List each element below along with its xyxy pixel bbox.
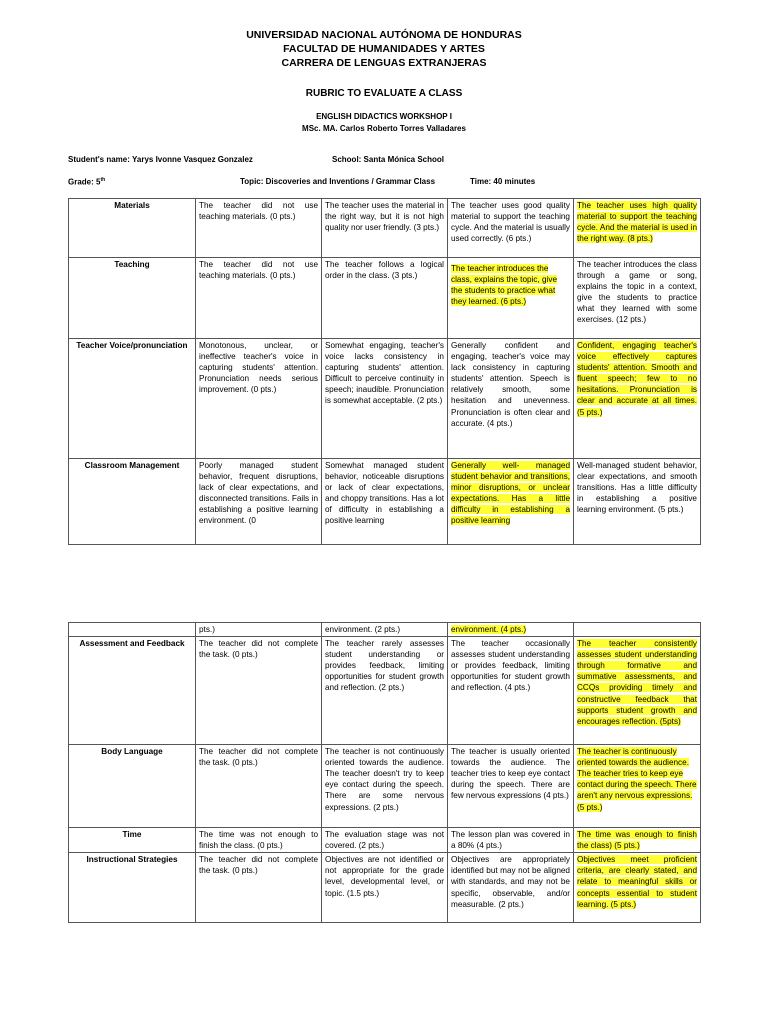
grade-label (68, 177, 105, 187)
level-cell: Somewhat managed student behavior, noticeable disruptions or lack of clear expectations, and choppy transitions. Has a lot of difficulty in establishing a positive learning (322, 459, 448, 545)
table-row (69, 258, 701, 339)
level-cell: environment. (2 pts.) (322, 623, 448, 637)
level-cell: The teacher introduces the class through a game or song, explains the topic in a context, give the students to practice what they learned with some exercises. (12 pts.) (574, 258, 701, 339)
table-row (69, 339, 701, 459)
level-cell: The teacher did not complete the task. (0 pts.) (196, 745, 322, 828)
level-cell: The teacher did not complete the task. (0 pts.) (196, 853, 322, 923)
criterion-cell: Classroom Management (69, 459, 196, 545)
level-cell: The teacher did not use teaching materials. (0 pts.) (196, 258, 322, 339)
level-cell: The teacher is not continuously oriented towards the audience. The teacher doesn't try to keep eye contact during the speech. There are some nervous expressions. (2 pts.) (322, 745, 448, 828)
table-row (69, 637, 701, 745)
rubric-table-page2 (68, 622, 701, 923)
faculty-name: FACULTAD DE HUMANIDADES Y ARTES (283, 43, 485, 55)
level-cell: Objectives are appropriately identified but may not be aligned with standards, and may not be specific, observable, and/or measurable. (2 pts.) (448, 853, 574, 923)
topic-label: Topic: Discoveries and Inventions / Grammar Class (240, 177, 436, 186)
level-cell: The teacher did not use teaching materials. (0 pts.) (196, 199, 322, 258)
career-name: CARRERA DE LENGUAS EXTRANJERAS (281, 57, 487, 69)
table-row (69, 459, 701, 545)
rubric-table-page1 (68, 198, 701, 545)
student-name: Student's name: Yarys Ivonne Vasquez Gonzalez (68, 155, 253, 164)
time-label: Time: 40 minutes (470, 177, 536, 186)
highlighted-text: Generally well- managed student behavior and transitions, minor disruptions, or unclear expectations. Has a little difficulty in establishing a positive learning (451, 461, 570, 526)
level-cell: The lesson plan was covered in a 80% (4 pts.) (448, 828, 574, 853)
level-cell: Poorly managed student behavior, frequent disruptions, lack of clear expectations, and disconnected transitions. Fails in establishing a positive learning environment. (0 (196, 459, 322, 545)
level-cell: Objectives are not identified or not appropriate for the grade level, developmental level, or topic. (1.5 pts.) (322, 853, 448, 923)
table-row (69, 853, 701, 923)
level-cell: The teacher uses the material in the right way, but it is not high quality nor user friendly. (3 pts.) (322, 199, 448, 258)
level-cell: The evaluation stage was not covered. (2 pts.) (322, 828, 448, 853)
highlighted-text: The teacher uses high quality material to support the teaching cycle. And the material is used in the right way. (8 pts.) (577, 201, 697, 244)
level-cell-selected (574, 853, 701, 923)
highlighted-text: The teacher introduces the class, explains the topic, give the students to practice what they learned. (6 pts.) (451, 264, 558, 307)
highlighted-text: Objectives meet proficient criteria, are clearly stated, and relate to meaningful skills or concepts essential to student learning. (5 pts.) (577, 855, 697, 909)
level-cell-selected (574, 637, 701, 745)
level-cell: Monotonous, unclear, or ineffective teacher's voice in capturing students' attention. Pronunciation needs serious improvement. (0 pts.) (196, 339, 322, 459)
school-name: School: Santa Mónica School (332, 155, 445, 164)
level-cell-selected (448, 459, 574, 545)
criterion-cell (69, 623, 196, 637)
level-cell: Generally confident and engaging, teacher's voice may lack consistency in capturing students' attention. Speech is relatively smooth, some hesitation and unevenness. Pronunciation is often clear and accurate. (4 pts.) (448, 339, 574, 459)
level-cell-selected (574, 828, 701, 853)
criterion-cell: Teacher Voice/pronunciation (69, 339, 196, 459)
highlighted-text: Confident, engaging teacher's voice effectively captures students' attention. Smooth and fluent speech; few to no hesitations. Pronunciation is clear and accurate at all times. (5 pts.) (577, 341, 697, 417)
university-name: UNIVERSIDAD NACIONAL AUTÓNOMA DE HONDURAS (246, 29, 522, 41)
level-cell: pts.) (196, 623, 322, 637)
criterion-cell: Instructional Strategies (69, 853, 196, 923)
level-cell: The teacher did not complete the task. (0 pts.) (196, 637, 322, 745)
grade-value: Grade: 5 (68, 177, 101, 187)
level-cell: The teacher uses good quality material to support the teaching cycle. And the material is usually used correctly. (6 pts.) (448, 199, 574, 258)
teacher-name: MSc. MA. Carlos Roberto Torres Valladares (302, 124, 466, 133)
table-row (69, 199, 701, 258)
level-cell: Somewhat engaging, teacher's voice lacks consistency in capturing students' attention. Difficult to perceive continuity in speech; inaudible. Pronunciation is somewhat acceptable. (2 pts.) (322, 339, 448, 459)
highlighted-text: The teacher consistently assesses student understanding through formative and summative assessments, and CCQs providing timely and constructive feedback that supports student growth and encourages reflection. (5pts) (577, 639, 697, 726)
criterion-cell: Materials (69, 199, 196, 258)
table-row-continuation (69, 623, 701, 637)
level-cell: The teacher occasionally assesses student understanding or provides feedback, limiting opportunities for student growth and reflection. (4 pts.) (448, 637, 574, 745)
grade-suffix: th (100, 177, 106, 183)
workshop-info (0, 111, 768, 135)
level-cell: Well-managed student behavior, clear expectations, and smooth transitions. Has a little difficulty in establishing a positive learning environment. (5 pts.) (574, 459, 701, 545)
highlighted-text: environment. (4 pts.) (451, 625, 527, 634)
level-cell-selected (574, 339, 701, 459)
highlighted-text: The time was enough to finish the class) (5 pts.) (577, 830, 697, 851)
table-row (69, 745, 701, 828)
rubric-title: RUBRIC TO EVALUATE A CLASS (305, 88, 463, 99)
criterion-cell: Teaching (69, 258, 196, 339)
document-header (0, 28, 768, 70)
table-row (69, 828, 701, 853)
criterion-cell: Time (69, 828, 196, 853)
level-cell: The time was not enough to finish the class. (0 pts.) (196, 828, 322, 853)
criterion-cell: Body Language (69, 745, 196, 828)
level-cell-selected (448, 258, 574, 339)
level-cell: The teacher follows a logical order in the class. (3 pts.) (322, 258, 448, 339)
level-cell: The teacher is usually oriented towards the audience. The teacher tries to keep eye contact during the speech. There are few nervous expressions (4 pts.) (448, 745, 574, 828)
level-cell-selected (574, 745, 701, 828)
level-cell: The teacher rarely assesses student understanding or provides feedback, limiting opportunities for student growth and reflection. (2 pts.) (322, 637, 448, 745)
level-cell (574, 623, 701, 637)
criterion-cell: Assessment and Feedback (69, 637, 196, 745)
workshop-name: ENGLISH DIDACTICS WORKSHOP I (316, 112, 452, 121)
level-cell-selected (448, 623, 574, 637)
highlighted-text: The teacher is continuously oriented towards the audience. The teacher tries to keep eye contact during the speech. There aren't any nervous expressions. (5 pts.) (577, 747, 697, 812)
level-cell-selected (574, 199, 701, 258)
